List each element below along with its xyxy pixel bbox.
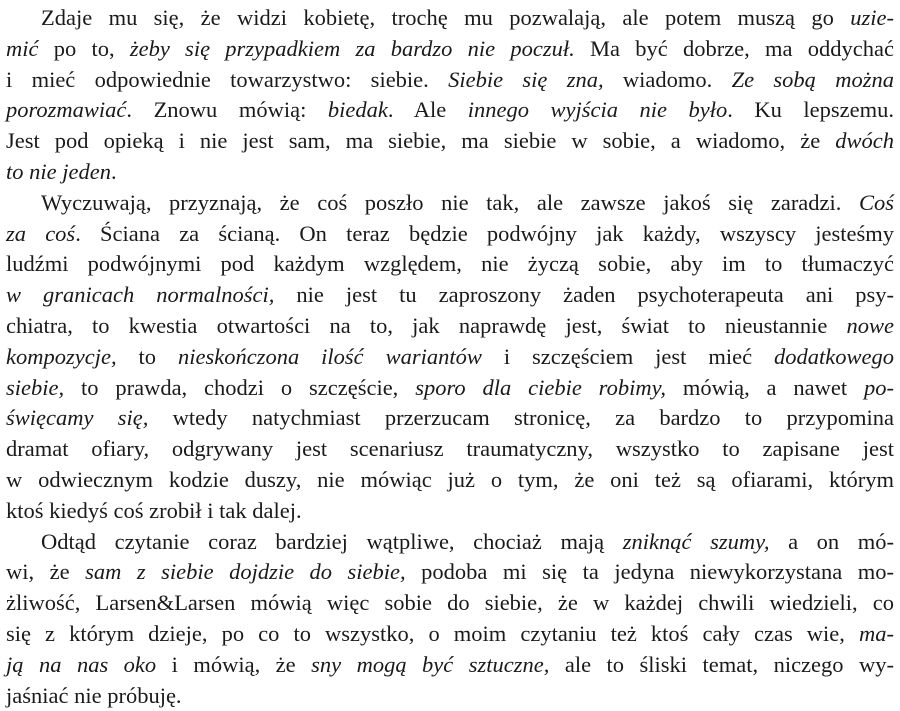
italic-segment: sny mogą być sztuczne, [311, 651, 550, 677]
text-segment: chiatra, to kwestia otwartości na to, jak naprawdę jest, świat to nieustannie [6, 312, 847, 338]
text-segment: podoba mi się ta jedyna niewykorzystana mo- [405, 559, 894, 585]
text-line [6, 557, 894, 588]
text-segment: mówią, a nawet [665, 374, 865, 400]
italic-segment: w granicach normalności, [6, 282, 275, 308]
text-segment: się z którym dzieje, po co to wszystko, o moim czytaniu też ktoś cały czas wie, [6, 620, 859, 646]
text-line [6, 619, 894, 650]
paragraph [6, 188, 894, 527]
italic-segment: nowe [846, 312, 894, 338]
text-line [6, 157, 894, 188]
paragraph [6, 527, 894, 711]
italic-segment: mić [6, 35, 39, 61]
text-segment: Wyczuwają, przyznają, że coś poszło nie tak, ale zawsze jakoś się zaradzi. [41, 189, 859, 215]
text-segment: po to, [38, 35, 130, 61]
italic-segment: Siebie się zna, [448, 66, 604, 92]
text-segment: Ma być dobrze, ma oddychać [574, 35, 894, 61]
text-line [6, 95, 894, 126]
italic-segment: za coś [6, 220, 76, 246]
text-line [6, 681, 894, 711]
text-line [6, 434, 894, 465]
italic-segment: Ze sobą można [731, 66, 894, 92]
italic-segment: ma- [859, 620, 894, 646]
italic-segment: kompozycje, [6, 343, 117, 369]
text-line [6, 219, 894, 250]
text-segment: i mówią, że [156, 651, 312, 677]
text-line [6, 588, 894, 619]
text-segment: i mieć odpowiednie towarzystwo: siebie. [6, 66, 449, 92]
text-segment: . Znowu mówią: [126, 97, 328, 123]
text-segment: w odwiecznym kodzie duszy, nie mówiąc już o tym, że oni też są ofiarami, którym [6, 466, 894, 492]
text-segment: Odtąd czytanie coraz bardziej wątpliwe, chociaż mają [41, 528, 623, 554]
text-segment: i szczęściem jest mieć [481, 343, 775, 369]
text-line [6, 527, 894, 558]
italic-segment: to nie jeden [6, 158, 111, 184]
text-segment: ale to śliski temat, niczego wy- [549, 651, 894, 677]
italic-segment: sporo dla ciebie robimy, [415, 374, 666, 400]
italic-segment: porozmawiać [6, 97, 127, 123]
text-line [6, 188, 894, 219]
text-line [6, 403, 894, 434]
text-line [6, 496, 894, 527]
text-line [6, 3, 894, 34]
text-segment: ludźmi podwójnymi pod każdym względem, nie życzą sobie, aby im to tłumaczyć [6, 251, 894, 277]
text-line [6, 34, 894, 65]
text-segment: . Ściana za ścianą. On teraz będzie podwójny jak każdy, wszyscy jesteśmy [75, 220, 894, 246]
text-segment: to [116, 343, 178, 369]
text-body [6, 3, 894, 711]
text-line [6, 373, 894, 404]
italic-segment: uzie- [850, 5, 894, 30]
text-line [6, 650, 894, 681]
text-segment: żliwość, Larsen&Larsen mówią więc sobie do siebie, że w każdej chwili wiedzieli, co [6, 590, 894, 616]
italic-segment: innego wyjścia nie było [467, 97, 728, 123]
text-segment: . Ale [387, 97, 468, 123]
text-segment: jaśniać nie próbuję. [6, 682, 182, 708]
text-line [6, 126, 894, 157]
text-segment: a on mó- [769, 528, 894, 554]
text-segment: Zdaje mu się, że widzi kobietę, trochę mu pozwalają, ale potem muszą go [41, 5, 851, 30]
italic-segment: nieskończona ilość wariantów [177, 343, 482, 369]
text-line [6, 280, 894, 311]
text-segment: . Ku lepszemu. [727, 97, 895, 123]
italic-segment: święcamy się, [6, 405, 149, 431]
text-line [6, 249, 894, 280]
italic-segment: Coś [858, 189, 894, 215]
italic-segment: żeby się przypadkiem za bardzo nie poczuł. [129, 35, 575, 61]
text-segment: wi, że [6, 559, 86, 585]
italic-segment: dodatkowego [774, 343, 894, 369]
text-line [6, 311, 894, 342]
text-segment: nie jest tu zaproszony żaden psychoterapeuta ani psy- [274, 282, 894, 308]
text-segment: to prawda, chodzi o szczęście, [64, 374, 416, 400]
text-segment: wiadomo. [603, 66, 732, 92]
paragraph [6, 3, 894, 188]
text-line [6, 465, 894, 496]
italic-segment: siebie, [6, 374, 65, 400]
text-segment: dramat ofiary, odgrywany jest scenariusz traumatyczny, wszystko to zapisane jest [6, 436, 894, 462]
italic-segment: ją na nas oko [6, 651, 157, 677]
text-segment: Jest pod opieką i nie jest sam, ma siebie, ma siebie w sobie, a wiadomo, że [6, 128, 836, 154]
text-segment: ktoś kiedyś coś zrobił i tak dalej. [6, 497, 302, 523]
italic-segment: po- [864, 374, 895, 400]
text-segment: . [110, 158, 117, 184]
italic-segment: dwóch [835, 128, 894, 154]
text-line [6, 65, 894, 96]
italic-segment: biedak [327, 97, 388, 123]
text-line [6, 342, 894, 373]
italic-segment: zniknąć szumy, [622, 528, 770, 554]
text-segment: wtedy natychmiast przerzucam stronicę, za bardzo to przypomina [148, 405, 895, 431]
italic-segment: sam z siebie dojdzie do siebie, [85, 559, 406, 585]
